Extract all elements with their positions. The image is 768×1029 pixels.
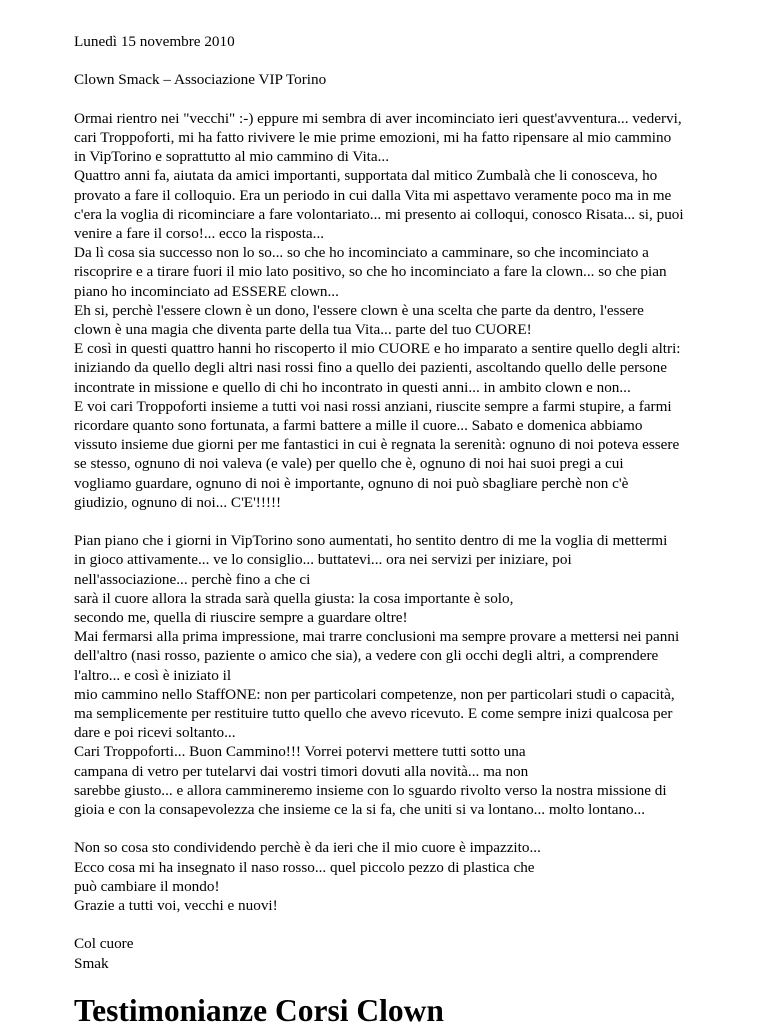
text-line: c'era la voglia di ricominciare a fare volontariato... mi presento ai colloqui, conosco Risata... si, puoi	[74, 205, 684, 223]
text-line: mio cammino nello StaffONE: non per particolari competenze, non per particolari studi o capacità,	[74, 685, 675, 703]
section-title: Testimonianze Corsi Clown	[74, 992, 444, 1028]
text-line: sarà il cuore allora la strada sarà quella giusta: la cosa importante è solo,	[74, 589, 514, 607]
document-page	[74, 32, 714, 1029]
text-line: vissuto insieme due giorni per me fantastici in cui è regnata la serenità: ognuno di noi poteva essere	[74, 436, 680, 454]
text-line: Mai fermarsi alla prima impressione, mai trarre conclusioni ma sempre provare a mettersi nei panni	[74, 628, 680, 646]
text-line: ricordare quanto sono fortunata, a farmi battere a mille il cuore... Sabato e domenica abbiamo	[74, 417, 643, 435]
text-line: cari Troppoforti, mi ha fatto rivivere le mie prime emozioni, mi ha fatto ripensare al mio cammino	[74, 128, 672, 146]
text-line: vogliamo guardare, ognuno di noi è importante, ognuno di noi può sbagliare perchè non c'è	[74, 474, 629, 492]
text-line: Da lì cosa sia successo non lo so... so che ho incominciato a camminare, so che incominciato a	[74, 244, 649, 262]
text-line: iniziando da quello degli altri nasi rossi fino a quello dei pazienti, ascoltando quello delle persone	[74, 359, 667, 377]
text-line: Grazie a tutti voi, vecchi e nuovi!	[74, 897, 278, 915]
text-line: secondo me, quella di riuscire sempre a guardare oltre!	[74, 609, 408, 627]
text-line: provato a fare il colloquio. Era un periodo in cui dalla Vita mi aspettavo veramente poco ma in me	[74, 186, 672, 204]
text-line: Pian piano che i giorni in VipTorino sono aumentati, ho sentito dentro di me la voglia di mettermi	[74, 532, 668, 550]
text-line: Smak	[74, 954, 109, 972]
text-line: clown è una magia che diventa parte della tua Vita... parte del tuo CUORE!	[74, 321, 532, 339]
text-line: Eh si, perchè l'essere clown è un dono, l'essere clown è una scelta che parte da dentro, l'essere	[74, 301, 644, 319]
text-line: dare e poi ricevi soltanto...	[74, 724, 236, 742]
paragraph	[74, 838, 714, 915]
text-line: in gioco attivamente... ve lo consiglio... buttatevi... ora nei servizi per iniziare, poi	[74, 551, 572, 569]
text-line: gioia e con la consapevolezza che insieme ce la si fa, che uniti si va lontano... molto lontano...	[74, 801, 646, 819]
text-line: Quattro anni fa, aiutata da amici importanti, supportata dal mitico Zumbalà che li conosceva, ho	[74, 167, 658, 185]
text-line: nell'associazione... perchè fino a che ci	[74, 570, 311, 588]
post-source: Clown Smack – Associazione VIP Torino	[74, 71, 327, 89]
text-line: piano ho incominciato ad ESSERE clown...	[74, 282, 339, 300]
text-line: E così in questi quattro hanni ho riscoperto il mio CUORE e ho imparato a sentire quello degli altri:	[74, 340, 681, 358]
text-line: dell'altro (nasi rosso, paziente o amico che sia), a vedere con gli occhi degli altri, a comprendere	[74, 647, 659, 665]
text-line: campana di vetro per tutelarvi dai vostri timori dovuti alla novità... ma non	[74, 762, 529, 780]
text-line: Cari Troppoforti... Buon Cammino!!! Vorrei potervi mettere tutti sotto una	[74, 743, 526, 761]
post-date: Lunedì 15 novembre 2010	[74, 33, 235, 50]
text-line: Ecco cosa mi ha insegnato il naso rosso... quel piccolo pezzo di plastica che	[74, 858, 535, 876]
text-line: venire a fare il corso!... ecco la risposta...	[74, 225, 325, 242]
text-line: Non so cosa sto condividendo perchè è da ieri che il mio cuore è impazzito...	[74, 839, 541, 857]
text-line: in VipTorino e soprattutto al mio cammino di Vita...	[74, 148, 390, 166]
text-line: se stesso, ognuno di noi valeva (e vale) per quello che è, ognuno di noi hai suoi pregi a cui	[74, 455, 624, 473]
paragraph	[74, 934, 714, 972]
text-line: può cambiare il mondo!	[74, 877, 220, 895]
post-body	[74, 109, 714, 973]
text-line: Ormai rientro nei "vecchi" :-) eppure mi sembra di aver incominciato ieri quest'avventura... vedervi,	[74, 109, 682, 127]
text-line: riscoprire e a tirare fuori il mio lato positivo, so che ho incominciato a fare la clown... so che pian	[74, 263, 667, 281]
paragraph	[74, 109, 714, 512]
text-line: l'altro... e così è iniziato il	[74, 666, 232, 684]
text-line: incontrate in missione e quello di chi ho incontrato in questi anni... in ambito clown e non...	[74, 378, 631, 396]
text-line: Col cuore	[74, 935, 134, 953]
text-line: giudizio, ognuno di noi... C'E'!!!!!	[74, 493, 282, 511]
text-line: sarebbe giusto... e allora cammineremo insieme con lo sguardo rivolto verso la nostra missione di	[74, 781, 667, 799]
text-line: ma semplicemente per restituire tutto quello che avevo ricevuto. E come sempre inizi qualcosa per	[74, 705, 673, 723]
paragraph	[74, 531, 714, 819]
text-line: E voi cari Troppoforti insieme a tutti voi nasi rossi anziani, riuscite sempre a farmi stupire, a farmi	[74, 397, 672, 415]
